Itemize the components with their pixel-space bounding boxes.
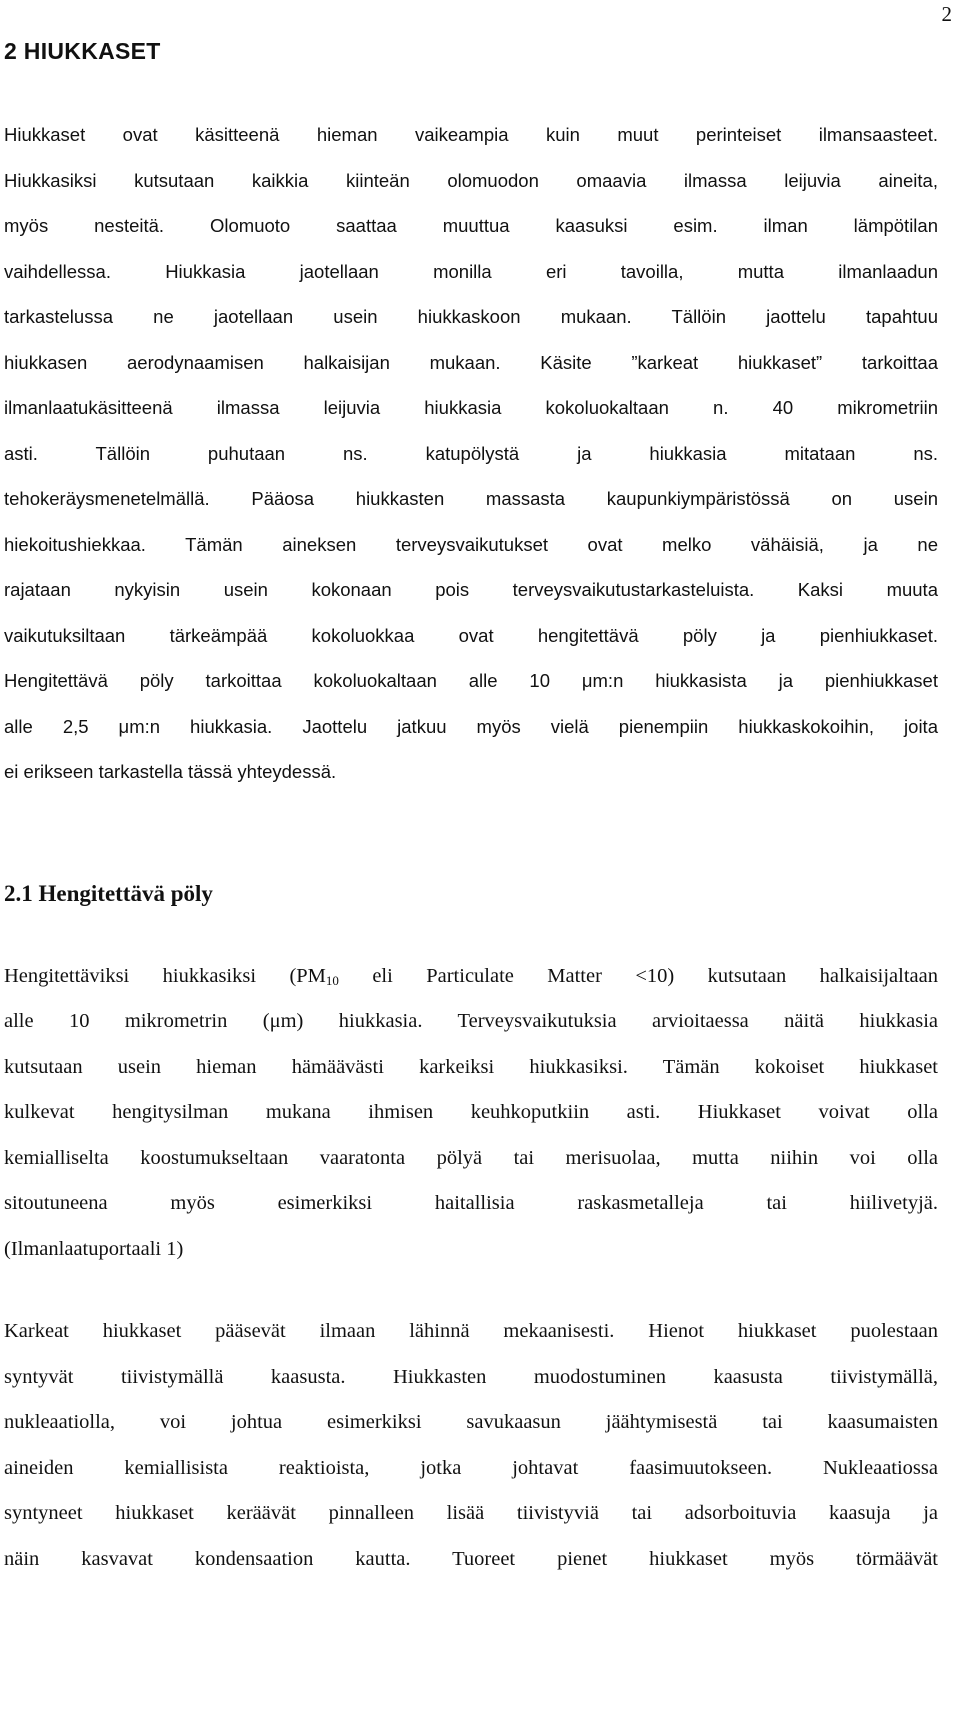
paragraph-line: tarkastelussa ne jaotellaan usein hiukkaskoon mukaan. Tällöin jaottelu tapahtuu (4, 306, 938, 327)
paragraph-gap (4, 1272, 938, 1309)
paragraph-line: näin kasvavat kondensaation kautta. Tuoreet pienet hiukkaset myös törmäävät (4, 1547, 938, 1570)
paragraph-line: kemialliselta koostumukseltaan vaaratonta pölyä tai merisuolaa, mutta niihin voi olla (4, 1146, 938, 1169)
paragraph-line: alle 2,5 μm:n hiukkasia. Jaottelu jatkuu myös vielä pienempiin hiukkaskokoihin, joita (4, 715, 938, 737)
subsection-paragraph-2 (4, 1309, 938, 1582)
paragraph-line: kulkevat hengitysilman mukana ihmisen keuhkoputkiin asti. Hiukkaset voivat olla (4, 1101, 938, 1123)
paragraph-line: Hiukkaset ovat käsitteenä hieman vaikeampia kuin muut perinteiset ilmansaasteet. (4, 124, 938, 145)
paragraph-line: vaikutuksiltaan tärkeämpää kokoluokkaa ovat hengitettävä pöly ja pienhiukkaset. (4, 624, 938, 646)
section-gap (4, 795, 938, 879)
paragraph-line: Karkeat hiukkaset pääsevät ilmaan lähinnä mekaanisesti. Hienot hiukkaset puolestaan (4, 1320, 938, 1342)
pm-suffix-text: eli Particulate Matter <10) kutsutaan halkaisijaltaan (338, 964, 938, 987)
paragraph-line: (Ilmanlaatuportaali 1) (4, 1237, 184, 1260)
paragraph-line: kutsutaan usein hieman hämäävästi karkeiksi hiukkasiksi. Tämän kokoiset hiukkaset (4, 1055, 938, 1078)
paragraph-line: Hengitettävä pöly tarkoittaa kokoluokaltaan alle 10 μm:n hiukkasista ja pienhiukkaset (4, 670, 938, 691)
document-body (4, 36, 938, 1582)
paragraph-line: aineiden kemiallisista reaktioista, jotka johtavat faasimuutokseen. Nukleaatiossa (4, 1456, 938, 1479)
pm-subscript: 10 (325, 972, 339, 988)
paragraph-line: vaihdellessa. Hiukkasia jaotellaan monilla eri tavoilla, mutta ilmanlaadun (4, 260, 938, 282)
paragraph-line: syntyneet hiukkaset keräävät pinnalleen lisää tiivistyviä tai adsorboituvia kaasuja ja (4, 1502, 938, 1524)
subsection-paragraph-1 (4, 954, 938, 1273)
paragraph-line: ei erikseen tarkastella tässä yhteydessä. (4, 761, 337, 782)
paragraph-line (4, 954, 938, 1000)
section-paragraph-1 (4, 112, 938, 795)
paragraph-line: alle 10 mikrometrin (μm) hiukkasia. Terveysvaikutuksia arvioitaessa näitä hiukkasia (4, 1010, 938, 1032)
pm-prefix-text: Hengitettäviksi hiukkasiksi (PM (4, 964, 326, 987)
page-number: 2 (941, 2, 952, 26)
paragraph-line: myös nesteitä. Olomuoto saattaa muuttua kaasuksi esim. ilman lämpötilan (4, 215, 938, 236)
paragraph-line: nukleaatiolla, voi johtua esimerkiksi savukaasun jäähtymisestä tai kaasumaisten (4, 1411, 938, 1433)
section-heading: 2 HIUKKASET (4, 38, 161, 64)
paragraph-line: asti. Tällöin puhutaan ns. katupölystä ja hiukkasia mitataan ns. (4, 442, 938, 464)
paragraph-line: rajataan nykyisin usein kokonaan pois terveysvaikutustarkasteluista. Kaksi muuta (4, 579, 938, 600)
paragraph-line: hiukkasen aerodynaamisen halkaisijan mukaan. Käsite ”karkeat hiukkaset” tarkoittaa (4, 351, 938, 373)
subsection-heading: 2.1 Hengitettävä pöly (4, 880, 213, 906)
paragraph-line: syntyvät tiivistymällä kaasusta. Hiukkasten muodostuminen kaasusta tiivistymällä, (4, 1365, 938, 1388)
paragraph-line: hiekoitushiekkaa. Tämän aineksen terveysvaikutukset ovat melko vähäisiä, ja ne (4, 533, 938, 555)
paragraph-line: sitoutuneena myös esimerkiksi haitallisia raskasmetalleja tai hiilivetyjä. (4, 1192, 938, 1214)
paragraph-line: tehokeräysmenetelmällä. Pääosa hiukkasten massasta kaupunkiympäristössä on usein (4, 488, 938, 509)
paragraph-line: ilmanlaatukäsitteenä ilmassa leijuvia hiukkasia kokoluokaltaan n. 40 mikrometriin (4, 397, 938, 418)
paragraph-line: Hiukkasiksi kutsutaan kaikkia kiinteän olomuodon omaavia ilmassa leijuvia aineita, (4, 169, 938, 191)
